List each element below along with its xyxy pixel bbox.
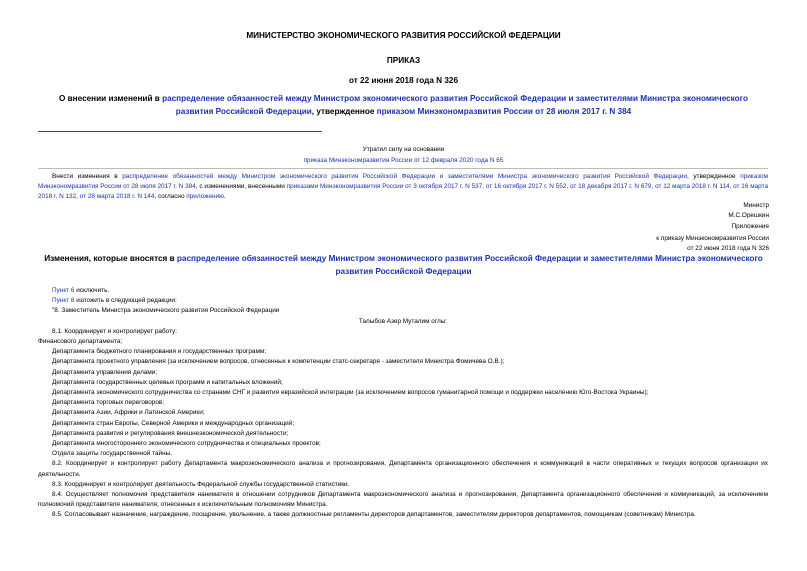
title-link-order[interactable]: приказом Минэкономразвития России от 28 июля 2017 г. N 384	[376, 106, 632, 116]
dept-line: Департамента стран Европы, Северной Америки и международных организаций;	[52, 419, 295, 427]
changes-heading	[40, 253, 767, 278]
dept-line: Финансового департамента;	[38, 338, 123, 346]
title-prefix: О внесении изменений в	[59, 94, 163, 103]
dept-line: Департамента развития и регулирования внешнеэкономической деятельности;	[52, 429, 289, 437]
appendix-label: Приложение	[731, 223, 769, 230]
ministry-heading: МИНИСТЕРСТВО ЭКОНОМИЧЕСКОГО РАЗВИТИЯ РОССИЙСКОЙ ФЕДЕРАЦИИ	[246, 31, 561, 40]
deputy-name: Талыбов Азер Муталим оглы:	[358, 317, 448, 325]
signature-name: М.С.Орешкин	[728, 212, 769, 219]
intro-link-appendix[interactable]: приложению	[186, 193, 224, 201]
title-link-distribution[interactable]: распределение обязанностей между Министром экономического развития Российской Федерации и заместителями Министра экономического развития Российской Федерации	[162, 94, 748, 116]
separator-line	[38, 131, 322, 132]
para-8-1: 8.1. Координирует и контролирует работу:	[52, 327, 178, 335]
para-8-4: 8.4. Осуществляет полномочия представителя нанимателя в отношении сотрудников Департамента макроэкономического анализа и прогнозирования, Департамента организационного обеспечения и коммуникаций, за исключением полномочий представителя нанимателя, отнесенных к исключительным полномочиям Министра.	[38, 491, 768, 509]
signature-title: Министр	[743, 202, 769, 209]
item-3: "8. Заместитель Министра экономического развития Российской Федерации	[52, 307, 280, 315]
lost-force-link[interactable]: приказа Минэкономразвития России от 12 февраля 2020 года N 65	[303, 157, 504, 164]
intro-text-5: .	[223, 193, 226, 201]
dept-line: Отдела защиты государственной тайны.	[52, 450, 173, 458]
intro-text-1: Внести изменения в	[52, 173, 123, 180]
changes-link-distribution[interactable]: распределение обязанностей между Министром экономического развития Российской Федерации и заместителями Министра экономического развития Российской Федерации	[176, 254, 763, 276]
intro-text-4: , согласно	[154, 193, 187, 201]
intro-text-3: , с изменениями, внесенными	[195, 183, 287, 191]
document-date-number: от 22 июня 2018 года N 326	[348, 76, 459, 85]
lost-force-note: Утратил силу на основании	[362, 146, 445, 153]
dept-line: Департамента управления делами;	[52, 368, 158, 376]
intro-paragraph	[38, 172, 768, 203]
intro-link-amendments[interactable]: приказами Минэкономразвития России от 3 октября 2017 г. N 537, от 16 октября 2017 г. N 552, от 18 декабря 2017 г. N 679, от 12 марта 2018 г. N 114, от 16 марта 2018 г. N 132, от 28 марта 2018 г. N 144	[38, 183, 769, 201]
para-8-3: 8.3. Координирует и контролирует деятельность Федеральной службы государственной статистики.	[52, 480, 350, 488]
title-middle: , утвержденное	[311, 106, 377, 116]
appendix-to-order: к приказу Минэкономразвития России	[656, 235, 769, 242]
dept-line: Департамента проектного управления (за исключением вопросов, отнесенных к компетенции статс-секретаря - заместителя Министра Фомичева О.В.);	[52, 358, 505, 366]
changes-body	[38, 286, 768, 521]
item-2-link[interactable]: Пункт 8	[52, 297, 75, 305]
intro-link-order[interactable]: приказом Минэкономразвития России от 28 июля 2017 г. N 384	[38, 173, 768, 191]
dept-line: Департамента Азии, Африки и Латинской Америки;	[52, 409, 205, 417]
dept-line: Департамента торговых переговоров;	[52, 399, 165, 407]
dept-line: Департамента многостороннего экономического сотрудничества и специальных проектов;	[52, 440, 321, 448]
document-type: ПРИКАЗ	[386, 56, 421, 65]
item-2	[38, 296, 768, 306]
item-1-link[interactable]: Пункт 6	[52, 287, 75, 294]
intro-link-distribution[interactable]: распределение обязанностей между Министром экономического развития Российской Федерации и заместителями Министра экономического развития Российской Федерации	[122, 173, 687, 180]
appendix-date: от 22 июня 2018 года N 326	[687, 245, 769, 252]
dept-line: Департамента бюджетного планирования и государственных программ;	[52, 348, 267, 356]
item-1	[38, 286, 768, 296]
dept-line: Департамента экономического сотрудничества со странами СНГ и развития евразийской интеграции (за исключением вопросов гуманитарной помощи и поддержки населению Юго-Востока Украины);	[52, 389, 649, 397]
item-1-text: исключить.	[74, 287, 110, 294]
item-2-text: изложить в следующей редакции:	[74, 297, 177, 305]
document-title	[58, 93, 749, 118]
dept-line: Департамента государственных целевых программ и капитальных вложений;	[52, 378, 283, 386]
para-8-5: 8.5. Согласовывает назначение, награждение, поощрение, увольнение, а также должностные регламенты директоров департаментов, заместителям директоров департаментов, помощникам (советникам) Министра.	[52, 511, 696, 519]
para-8-2: 8.2. Координирует и контролирует работу Департамента макроэкономического анализа и прогнозирования, Департамента организационного обеспечения и коммуникаций в части оперативных и текущих вопросов организации их деятельности.	[38, 460, 768, 478]
separator-line-2	[38, 168, 768, 169]
changes-prefix: Изменения, которые вносятся в	[44, 254, 177, 263]
intro-text-2: , утвержденное	[686, 173, 741, 180]
